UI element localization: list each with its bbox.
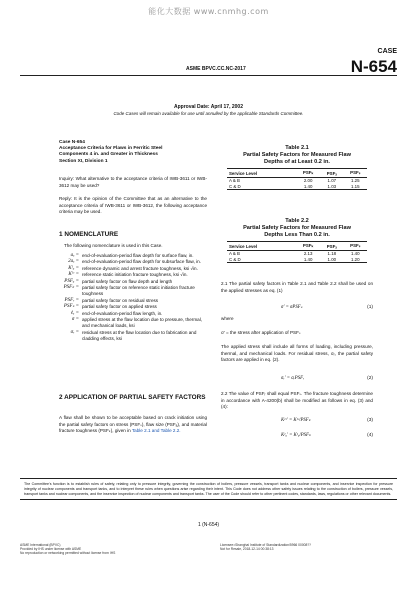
definition-text: end-of-evaluation-period flaw depth for surface flaw, in. [82,253,194,258]
column-header: Service Level [227,242,296,251]
application-paragraph [59,415,207,435]
inquiry-paragraph: Inquiry: What alternative to the acceptance criteria of IWB-3611 or IWB-3612 may be used? [59,176,207,188]
definition-text: end-of-evaluation-period flaw length, in. [82,310,163,316]
table-cell: 2.13 [303,251,313,257]
definition-symbol: ℓₑ = [70,310,79,316]
equation-expression: Kᴵₐ′ = Kᴵₐ/PSFₖ [281,433,312,438]
committee-footnote: The Committee's function is to establish rules of safety, relating only to pressure integrity, governing the construction of boilers, pressure vessels, transport tanks and nuclear components, and inservice inspection for pressure integrity of nuclear components and transport tanks, and to interpret these rules when questions arise regarding their intent. This Code does not address other safety issues relating to the construction of boilers, pressure vessels, transport tanks and nuclear components, and the inservice inspection of nuclear components and transport tanks. The user of the Code should refer to other pertinent codes, standards, laws, regulations or other relevant documents. [20,478,397,500]
table-header-row [227,169,367,178]
table-title-line: Table 2.1 [285,145,309,151]
page-number: 1 (N-654) [197,522,220,528]
definition-symbol: 2aₑ = [68,259,79,265]
case-label: CASE [377,48,397,55]
table-title [227,145,367,165]
sigma-prime-definition: σ′ = the stress after application of PSFₛ [221,330,301,335]
table-cell: C & D [227,257,296,263]
definition-text: end-of-evaluation-period flaw depth for subsurface flaw, in. [82,259,201,265]
license-notice-left [20,543,115,556]
definition-text: partial safety factor on residual stress [82,297,159,303]
header-rule [20,75,397,76]
table-cell: 1.18 [327,251,337,257]
license-line: No reproduction or networking permitted without license from IHS [20,551,116,556]
case-title-line: Acceptance Criteria for Flaws in Ferritic Steel [59,146,163,152]
definition-text: partial safety factor on applied stress [82,304,157,310]
definition-symbol: PSFₐ = [64,278,79,284]
definition-text: reference static initiation fracture toughness, ksi √in. [82,272,188,278]
equation-expression: Kᴵᶜ′ = Kᴵᶜ/PSFₖ [281,418,311,423]
definition-text: applied stress at the flaw location due to pressure, thermal, and mechanical loads, ksi [82,317,203,329]
case-number: N-654 [350,57,397,76]
code-case-note: Code Cases will remain available for use until annulled by the applicable Standards Committee. [113,111,304,116]
table-title-line: Depths of at Least 0.2 in. [264,158,330,165]
license-notice-right [220,543,311,551]
definition-item [59,330,207,343]
table-row [227,257,367,263]
equation-expression: σ′ = σPSFₛ [281,305,303,310]
table-cell: 1.07 [327,178,337,184]
definition-symbol: PSFₖ = [63,285,79,291]
table-cell: C & D [227,184,296,190]
equation-number: (3) [367,418,373,423]
table-cell: 1.40 [296,257,320,263]
table-cell: 1.15 [344,184,367,190]
applied-stress-paragraph: The applied stress shall include all forms of loading, including pressure, thermal, and mechanical loads. For residual stress, σᵣ, the partial safety factors are applied in eq. (2). [221,344,373,363]
definition-item [59,317,207,330]
table-2-1 [227,145,367,190]
column-header: PSFₐ [320,169,343,178]
equation-number: (2) [367,376,373,381]
definition-symbol: aₑ = [70,253,79,258]
column-header: PSFₖ [296,242,320,251]
column-header: PSFₛ [344,242,367,251]
equation-number: (4) [367,433,373,438]
table-cell: 1.40 [296,184,320,190]
license-line: Not for Resale, 2018-12-14 00:38:13 [220,547,274,552]
section-2-2-paragraph: 2.2 The value of PSFᵣ shall equal PSFₛ. The fracture toughness determine in accordance with A-4200(b) shall be modified as follows in eq. (3) and (4): [221,391,373,410]
table-cell: A & B [229,251,240,257]
table-cell: 1.03 [320,184,343,190]
table-cell: 1.25 [351,178,360,184]
table-header-row [227,242,367,251]
approval-date: Approval Date: April 17, 2002 [173,104,243,110]
reply-paragraph: Reply: It is the opinion of the Committee that as an alternative to the acceptance criteria of IWB-3611 or IWB-3612, the following acceptance criteria may be used. [59,196,207,215]
application-heading: 2 APPLICATION OF PARTIAL SAFETY FACTORS [59,394,206,401]
column-header: PSFₐ [320,242,343,251]
equation-number: (1) [367,305,373,310]
definition-text: partial safety factor on reference static initiation fracture toughness [82,285,195,297]
table-row [227,184,367,190]
standard-label: ASME BPVC.CC.NC-2017 [186,66,246,72]
section-2-1-paragraph: 2.1 The partial safety factors in Table 2.1 and Table 2.2 shall be used on the applied stresses as eq. (1) [221,281,373,293]
case-title [59,140,207,165]
table-title-line: Depths Less Than 0.2 in. [264,231,330,238]
license-line: Licensee=Shanghai Institute of Standardization/5966 00008?? [220,543,312,547]
data-table [227,168,367,190]
definition-text: residual stress at the flaw location due to fabrication and cladding effects, ksi [82,329,197,342]
column-header: Service Level [227,169,296,178]
definition-symbol: Kᴵₐ = [68,265,79,271]
case-title-line: Components 4 in. and Greater in Thickness [59,152,158,158]
data-table [227,241,367,263]
nomenclature-heading: 1 NOMENCLATURE [59,231,119,238]
table-cell: 1.20 [344,257,367,263]
case-title-line: Case N-654 [59,140,85,145]
license-line: Provided by IHS under license with ASME [20,547,82,552]
definition-symbol: σᵣ = [70,329,79,335]
table-title-line: Partial Safety Factors for Measured Flaw [243,151,351,158]
definition-symbol: PSFₛ = [63,304,79,310]
definition-symbol: PSFᵣ = [64,297,79,303]
table-cell: 1.40 [351,251,360,257]
definition-text: partial safety factor on flaw depth and length [82,278,173,284]
case-title-line: Section XI, Division 1 [59,158,108,164]
definition-item [59,285,207,298]
definition-symbol: Kᴵᶜ = [68,272,79,278]
license-line: ASME International (BPVC) [20,543,61,547]
watermark-text: 能化大数据 www.cnmhg.com [148,7,269,16]
column-header: PSFₖ [296,169,320,178]
table-title [227,218,367,238]
definition-text: reference dynamic and arrest fracture toughness, ksi √in. [82,265,198,271]
definitions-list [59,253,207,343]
equation-expression: σᵣ′ = σᵣPSFᵣ [281,376,305,381]
table-title-line: Partial Safety Factors for Measured Flaw [243,224,351,231]
table-cell: 2.00 [303,178,313,184]
column-header: PSFₛ [344,169,367,178]
definition-symbol: σ = [71,317,79,323]
table-2-2 [227,218,367,263]
application-text: A flaw shall be shown to be acceptable based on crack initiation using the partial safety factors on stress (PSFₛ), flaw size (PSFₐ), and material fracture toughness (PSFₖ), given in [59,415,207,434]
nomenclature-intro: The following nomenclature is used in this Case. [64,243,163,248]
table-title-line: Table 2.2 [285,218,309,224]
where-label: where [221,316,234,321]
table-reference-link[interactable]: Table 2.1 and Table 2.2. [131,428,181,434]
table-cell: A & B [229,178,240,184]
table-cell: 1.00 [320,257,343,263]
